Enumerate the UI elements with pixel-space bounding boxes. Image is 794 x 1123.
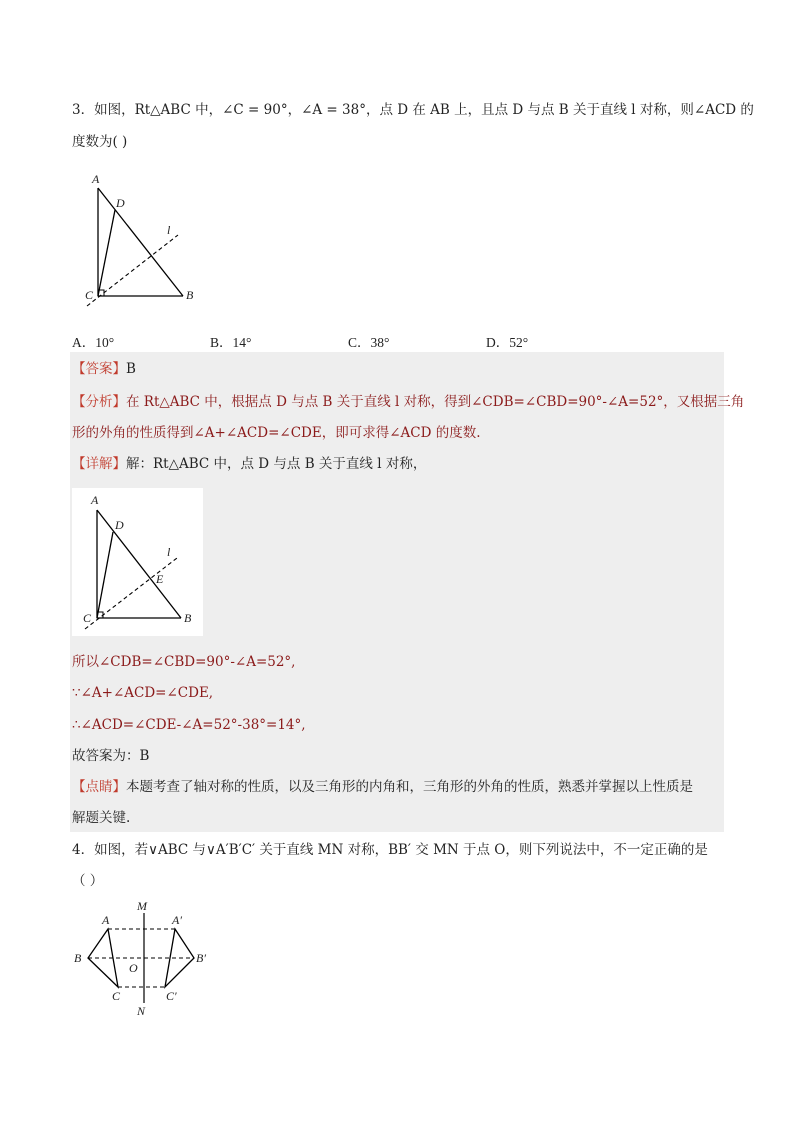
comment-line1	[72, 778, 693, 796]
detail-tag: 【详解】	[72, 456, 126, 472]
q4-figure	[72, 895, 222, 1020]
answer-value: B	[126, 361, 136, 377]
step1: 所以∠CDB=∠CBD=90°-∠A=52°,	[72, 654, 296, 670]
option-d[interactable]: D．52°	[486, 335, 529, 350]
answer-line	[72, 360, 136, 378]
label-c-prime: C′	[166, 989, 177, 1003]
label-a-prime: A′	[172, 913, 182, 927]
option-c[interactable]: C．38°	[348, 335, 390, 350]
step2: ∵∠A+∠ACD=∠CDE,	[72, 685, 214, 701]
label-m: M	[137, 899, 147, 913]
segment-cd	[97, 532, 113, 618]
label-e: E	[156, 572, 164, 586]
analysis-tag: 【分析】	[72, 394, 126, 410]
step3: ∴∠ACD=∠CDE-∠A=52°-38°=14°,	[72, 717, 306, 733]
comment-line2: 解题关键.	[72, 810, 131, 826]
label-a: A	[102, 913, 110, 927]
q4-stem-line1: 4．如图，若∨ABC 与∨A′B′C′ 关于直线 MN 对称，BB′ 交 MN 于点 O，则下列说法中，不一定正确的是	[72, 842, 708, 858]
comment-text1: 本题考查了轴对称的性质，以及三角形的内角和，三角形的外角的性质，熟悉并掌握以上性质是	[126, 779, 693, 795]
label-b-prime: B′	[196, 951, 206, 965]
label-n: N	[137, 1004, 146, 1018]
q3-figure	[80, 168, 210, 313]
detail-intro: 解：Rt△ABC 中，点 D 与点 B 关于直线 l 对称，	[126, 456, 427, 472]
comment-tag: 【点睛】	[72, 779, 126, 795]
q3-stem-line1: 3．如图，Rt△ABC 中，∠C = 90°，∠A = 38°，点 D 在 AB 上，且点 D 与点 B 关于直线 l 对称，则∠ACD 的	[72, 102, 754, 118]
label-a: A	[92, 172, 100, 186]
analysis-line1	[72, 393, 744, 411]
label-b: B	[74, 951, 82, 965]
label-a: A	[91, 493, 99, 507]
detail-line	[72, 455, 426, 473]
final-answer: 故答案为：B	[72, 748, 150, 764]
label-c: C	[112, 989, 121, 1003]
option-a[interactable]: A．10°	[72, 335, 115, 350]
solution-figure	[72, 488, 203, 636]
side-ab	[98, 188, 183, 296]
answer-tag: 【答案】	[72, 361, 126, 377]
label-l: l	[167, 545, 171, 559]
label-b: B	[184, 611, 192, 625]
analysis-text1: 在 Rt△ABC 中，根据点 D 与点 B 关于直线 l 对称，得到∠CDB=∠CBD=90°-∠A=52°，又根据三角	[126, 394, 745, 410]
q4-stem-line2: （ ）	[72, 873, 104, 889]
label-d: D	[116, 196, 125, 210]
label-o: O	[129, 961, 138, 975]
label-d: D	[115, 518, 124, 532]
q3-stem-line2: 度数为( )	[72, 134, 128, 150]
option-b[interactable]: B．14°	[210, 335, 252, 350]
label-l: l	[167, 223, 171, 237]
label-b: B	[186, 288, 194, 302]
label-c: C	[85, 288, 94, 302]
segment-cd	[98, 210, 115, 296]
analysis-line2: 形的外角的性质得到∠A+∠ACD=∠CDE，即可求得∠ACD 的度数.	[72, 425, 481, 441]
label-c: C	[83, 611, 92, 625]
